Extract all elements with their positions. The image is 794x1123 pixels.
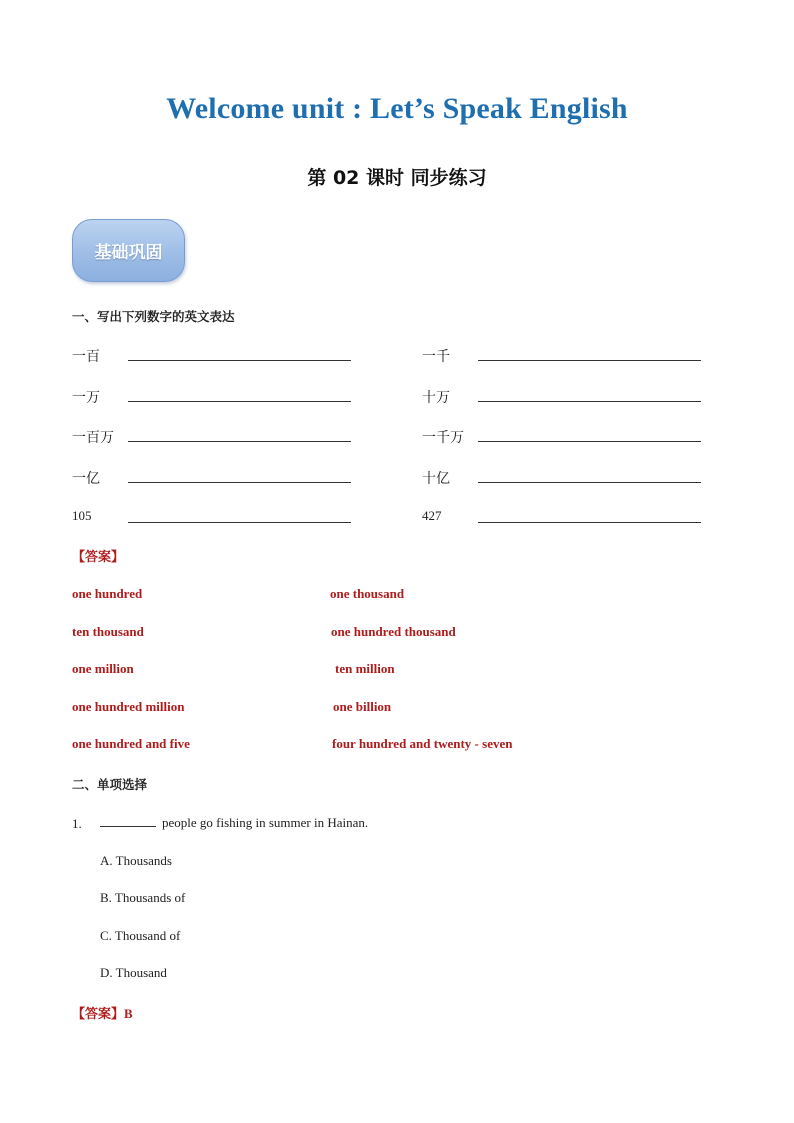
answer-blank[interactable] bbox=[478, 441, 701, 442]
answer-blank[interactable] bbox=[128, 360, 351, 361]
question-number: 1. bbox=[72, 816, 82, 831]
option-d[interactable]: D. Thousand bbox=[100, 965, 167, 980]
answer-text: ten thousand bbox=[72, 624, 144, 639]
answer-text: ten million bbox=[335, 661, 395, 676]
option-a[interactable]: A. Thousands bbox=[100, 853, 172, 868]
answer-blank[interactable] bbox=[128, 522, 351, 523]
answer-blank[interactable] bbox=[478, 482, 701, 483]
option-b[interactable]: B. Thousands of bbox=[100, 890, 186, 905]
number-label: 十万 bbox=[422, 390, 450, 406]
number-row bbox=[72, 346, 362, 370]
number-label: 一千万 bbox=[422, 430, 464, 446]
answer-text: one million bbox=[72, 661, 134, 676]
number-row bbox=[72, 387, 362, 411]
answer-blank[interactable] bbox=[478, 522, 701, 523]
number-label: 一百万 bbox=[72, 430, 114, 446]
answer-text: one billion bbox=[333, 699, 392, 714]
badge-label: 基础巩固 bbox=[94, 243, 163, 263]
document-subtitle: 第 02 课时 同步练习 bbox=[307, 167, 487, 189]
document-title: Welcome unit : Let’s Speak English bbox=[166, 92, 628, 125]
number-row bbox=[72, 508, 362, 532]
number-row bbox=[72, 427, 362, 451]
section2-heading: 二、单项选择 bbox=[72, 777, 148, 792]
number-label: 一百 bbox=[72, 349, 100, 365]
answer-blank[interactable] bbox=[478, 360, 701, 361]
answer-blank[interactable] bbox=[128, 441, 351, 442]
answer-tag: 【答案】 bbox=[72, 550, 125, 565]
question-text: people go fishing in summer in Hainan. bbox=[162, 815, 369, 830]
answer-choice: B bbox=[124, 1006, 133, 1021]
answer-blank[interactable] bbox=[478, 401, 701, 402]
answer-blank[interactable] bbox=[128, 482, 351, 483]
number-row bbox=[422, 468, 712, 492]
number-label: 105 bbox=[72, 508, 92, 523]
number-row bbox=[422, 508, 712, 532]
section1-heading: 一、写出下列数字的英文表达 bbox=[72, 309, 235, 324]
section-badge bbox=[72, 219, 185, 282]
number-label: 一亿 bbox=[72, 471, 100, 487]
number-row bbox=[72, 468, 362, 492]
answer-blank[interactable] bbox=[128, 401, 351, 402]
number-label: 427 bbox=[422, 508, 442, 523]
question-blank[interactable] bbox=[100, 816, 156, 827]
number-row bbox=[422, 346, 712, 370]
question-answer bbox=[72, 1003, 133, 1022]
answer-text: one hundred thousand bbox=[331, 624, 456, 639]
number-row bbox=[422, 427, 712, 451]
answer-text: one thousand bbox=[330, 586, 405, 601]
number-label: 一万 bbox=[72, 390, 100, 406]
answer-tag: 【答案】 bbox=[72, 1007, 125, 1022]
number-row bbox=[422, 387, 712, 411]
number-label: 十亿 bbox=[422, 471, 450, 487]
number-label: 一千 bbox=[422, 349, 450, 365]
answer-text: one hundred bbox=[72, 586, 143, 601]
answer-text: one hundred million bbox=[72, 699, 185, 714]
answer-text: one hundred and five bbox=[72, 736, 190, 751]
answer-text: four hundred and twenty - seven bbox=[332, 736, 513, 751]
option-c[interactable]: C. Thousand of bbox=[100, 928, 181, 943]
question-line bbox=[100, 815, 368, 831]
